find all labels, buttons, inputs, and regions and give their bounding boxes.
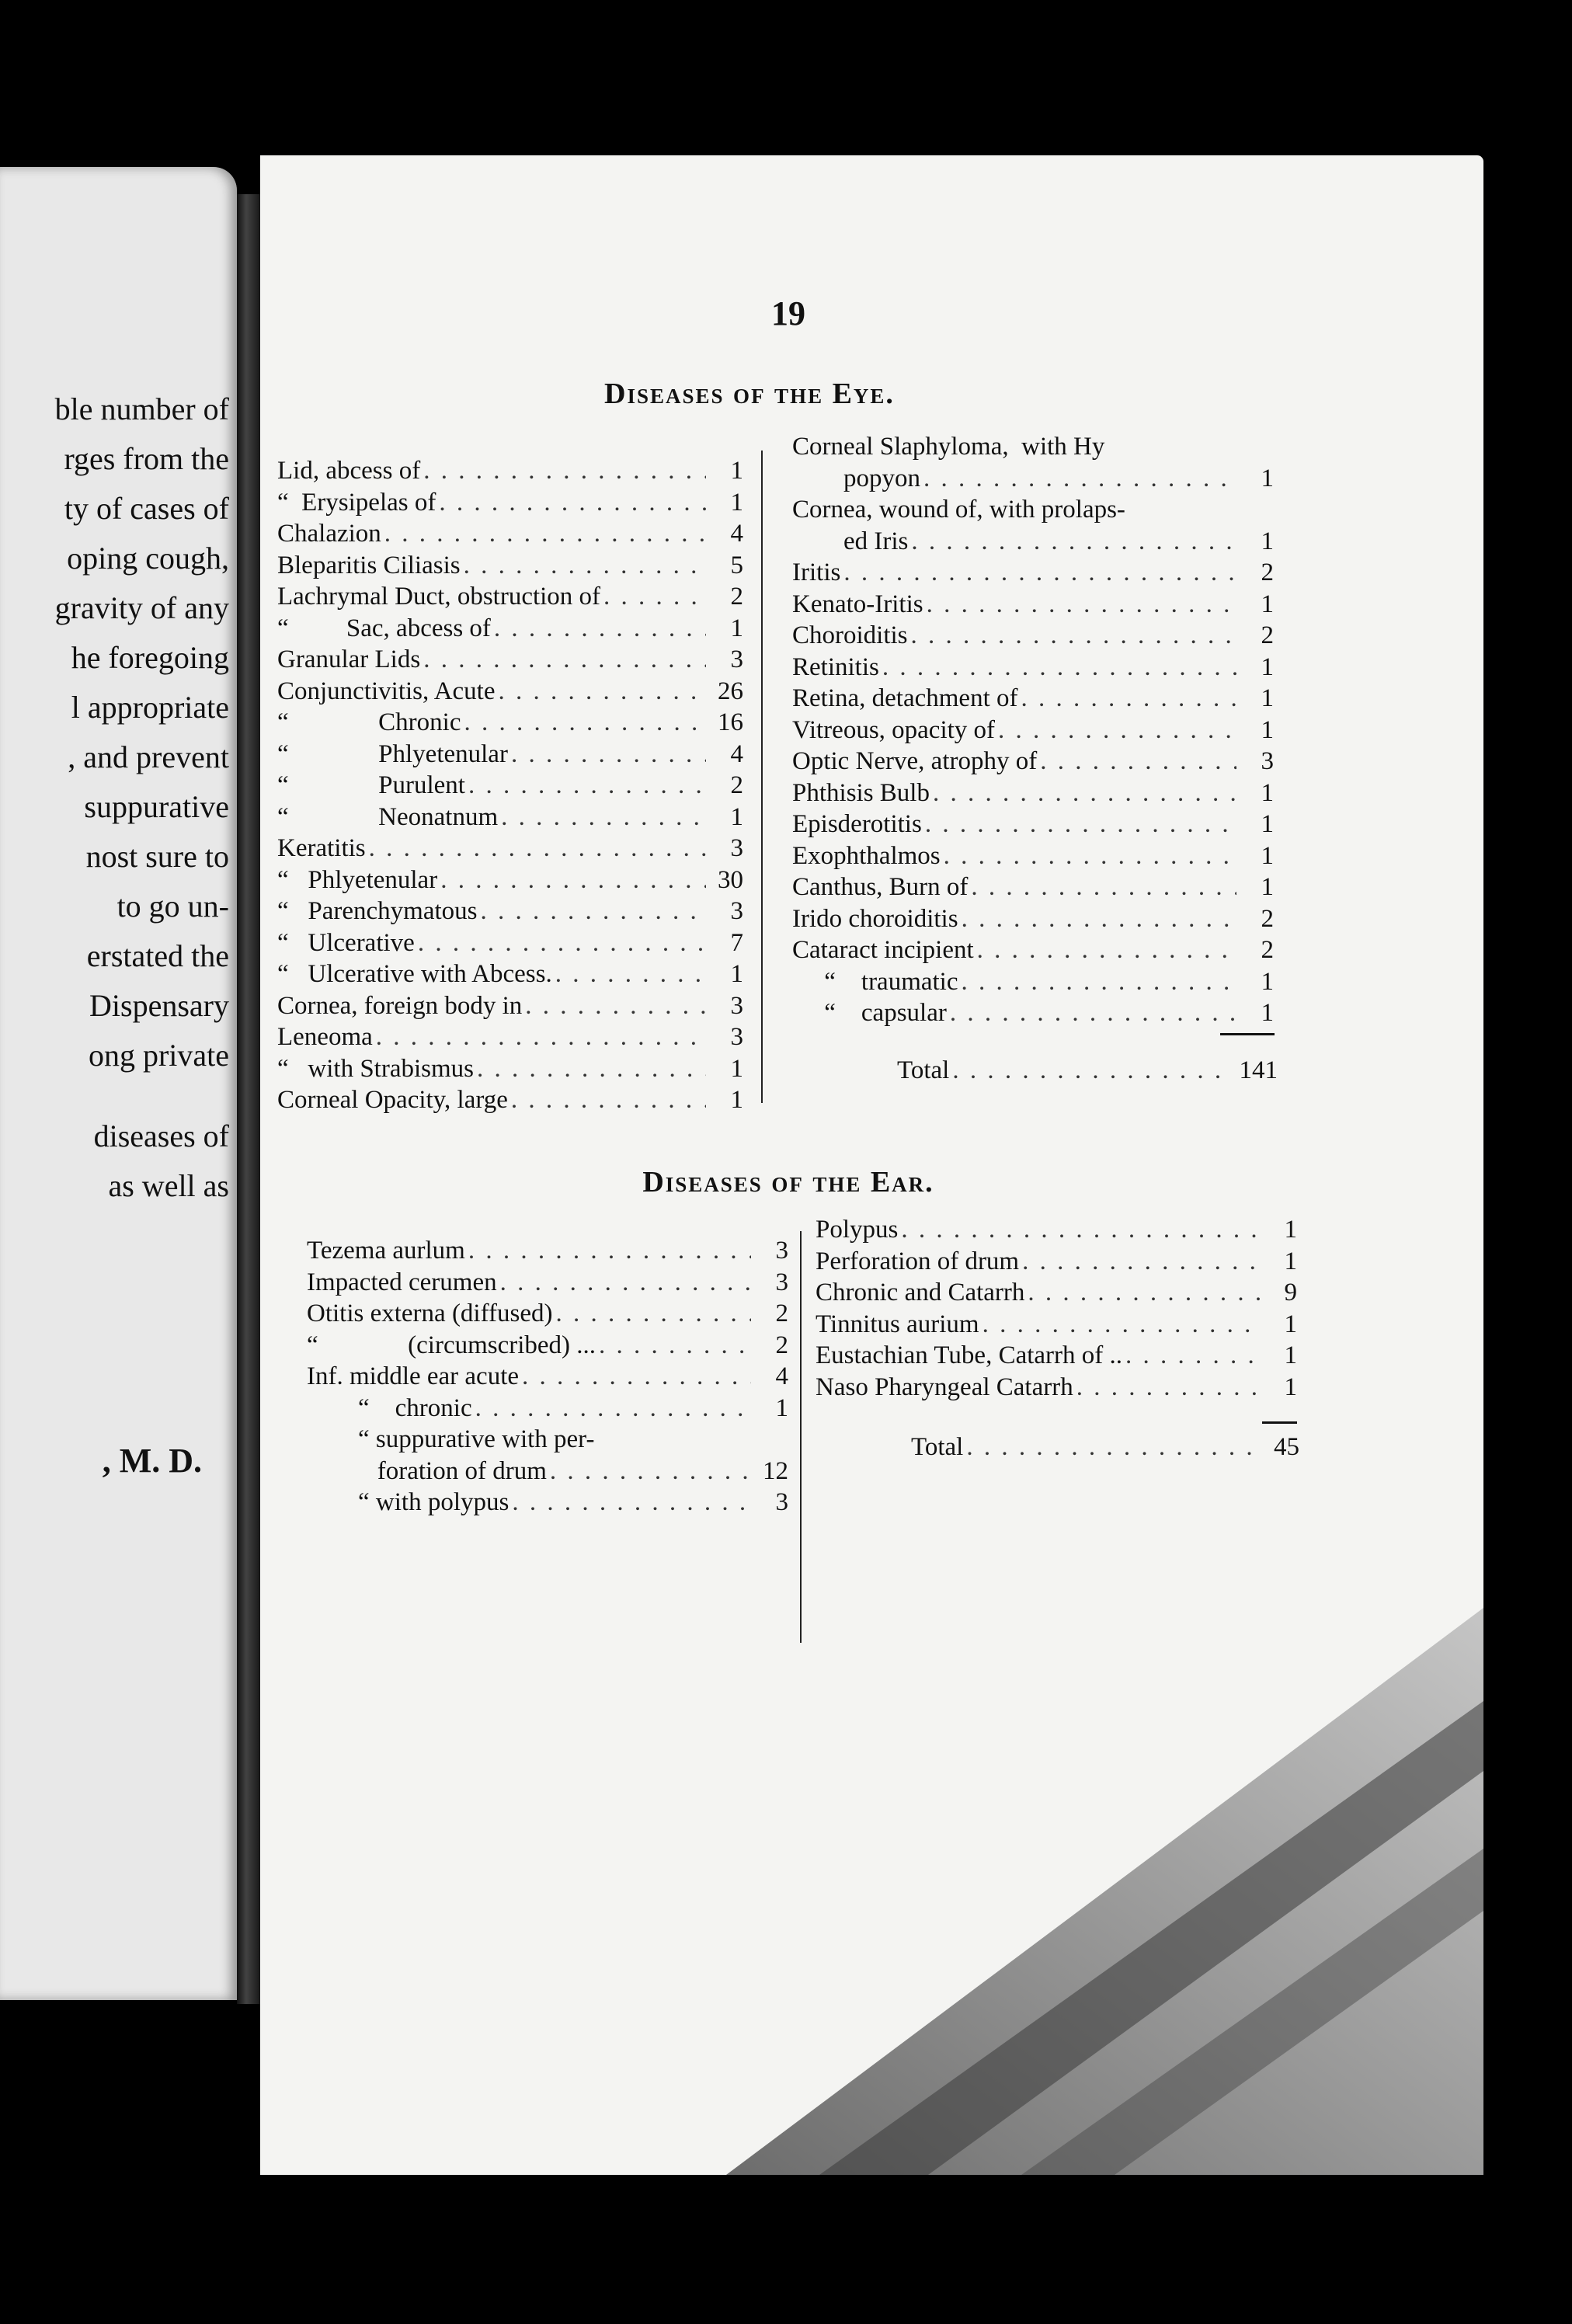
eye-diagnosis-row xyxy=(277,614,743,646)
leader-dots xyxy=(962,968,1236,997)
eye-diagnosis-row xyxy=(277,960,743,992)
ear-diagnosis-row xyxy=(307,1488,788,1520)
leader-dots xyxy=(512,1488,751,1517)
leader-dots xyxy=(927,590,1236,619)
eye-diagnosis-row xyxy=(792,464,1274,496)
case-count: 1 xyxy=(1284,1310,1297,1338)
case-count: 2 xyxy=(1261,936,1274,964)
case-count: 9 xyxy=(1284,1279,1297,1306)
diagnosis-label: “ Erysipelas of xyxy=(277,488,436,517)
leader-dots xyxy=(977,936,1236,965)
leader-dots xyxy=(464,708,706,737)
ear-total-label: Total xyxy=(911,1433,964,1461)
diagnosis-label: Iritis xyxy=(792,558,841,586)
case-count: 30 xyxy=(718,865,743,894)
diagnosis-label: Conjunctivitis, Acute xyxy=(277,677,496,705)
case-count: 3 xyxy=(775,1488,788,1516)
diagnosis-label: Cataract incipient xyxy=(792,936,974,964)
diagnosis-label: Chalazion xyxy=(277,520,381,548)
eye-diagnosis-row xyxy=(277,992,743,1024)
leader-dots xyxy=(475,1394,751,1423)
left-page-text xyxy=(0,384,229,1211)
diagnosis-label: Corneal Slaphyloma, with Hy xyxy=(792,433,1105,461)
leader-dots xyxy=(911,527,1236,556)
case-count: 1 xyxy=(730,1086,743,1114)
ear-column-divider xyxy=(800,1231,802,1643)
eye-diagnosis-row xyxy=(792,842,1274,874)
leader-dots xyxy=(376,1023,706,1052)
leader-dots xyxy=(1028,1279,1260,1307)
case-count: 5 xyxy=(730,551,743,579)
left-page-line: gravity of any xyxy=(54,590,229,625)
eye-diagnosis-row xyxy=(792,621,1274,653)
ear-total-rule xyxy=(1262,1421,1297,1424)
leader-dots xyxy=(550,1457,751,1486)
diagnosis-label: Episderotitis xyxy=(792,810,922,838)
diagnosis-label: Tezema aurlum xyxy=(307,1237,465,1265)
left-page-line: nost sure to xyxy=(85,839,229,874)
book-page xyxy=(260,155,1483,2175)
leader-dots xyxy=(439,489,706,517)
case-count: 26 xyxy=(718,677,743,705)
ear-right-column xyxy=(816,1216,1297,1404)
leader-dots xyxy=(555,960,706,989)
case-count: 2 xyxy=(775,1299,788,1327)
eye-diagnosis-row xyxy=(792,716,1274,748)
eye-diagnosis-row xyxy=(792,653,1274,685)
diagnosis-label: Lachrymal Duct, obstruction of xyxy=(277,583,601,611)
leader-dots xyxy=(423,645,706,674)
leader-dots xyxy=(925,810,1236,839)
case-count: 1 xyxy=(1261,967,1274,996)
leader-dots xyxy=(555,1299,751,1328)
leader-dots xyxy=(971,873,1236,902)
ear-diagnosis-row xyxy=(816,1216,1297,1247)
diagnosis-label: Naso Pharyngeal Catarrh xyxy=(816,1372,1073,1401)
case-count: 1 xyxy=(730,457,743,485)
left-page-line: to go un- xyxy=(117,889,229,924)
left-page-line: diseases of xyxy=(93,1119,229,1153)
left-page-line: ty of cases of xyxy=(64,491,229,526)
case-count: 1 xyxy=(1261,810,1274,838)
eye-right-column xyxy=(792,433,1274,1031)
eye-diagnosis-row xyxy=(277,834,743,866)
left-page-signature: , M. D. xyxy=(102,1442,202,1480)
diagnosis-label: Kenato-Iritis xyxy=(792,590,923,618)
eye-diagnosis-row xyxy=(277,929,743,961)
leader-dots xyxy=(843,558,1236,587)
eye-diagnosis-row xyxy=(792,747,1274,779)
ear-diagnosis-row xyxy=(816,1341,1297,1373)
eye-diagnosis-row xyxy=(792,810,1274,842)
left-page-line: ong private xyxy=(88,1038,229,1073)
eye-diagnosis-row xyxy=(277,897,743,929)
left-page-line: rges from the xyxy=(64,441,229,476)
case-count: 1 xyxy=(1261,464,1274,492)
leader-dots xyxy=(901,1216,1260,1244)
leader-dots xyxy=(511,740,706,769)
case-count: 1 xyxy=(730,614,743,642)
leader-dots xyxy=(423,457,706,485)
leader-dots xyxy=(1125,1341,1260,1370)
leader-dots xyxy=(494,614,706,643)
leader-dots xyxy=(952,1056,1220,1085)
leader-dots xyxy=(511,1086,706,1115)
diagnosis-label: “ Sac, abcess of xyxy=(277,614,491,642)
eye-diagnosis-row xyxy=(277,708,743,740)
left-page-line: he foregoing xyxy=(71,640,229,675)
eye-diagnosis-row xyxy=(792,779,1274,811)
eye-diagnosis-row xyxy=(277,740,743,772)
leader-dots xyxy=(911,621,1236,650)
diagnosis-label: “ with Strabismus xyxy=(277,1054,474,1083)
leader-dots xyxy=(498,677,706,706)
case-count: 4 xyxy=(730,739,743,768)
case-count: 1 xyxy=(730,802,743,831)
ear-diagnosis-row xyxy=(307,1331,788,1363)
diagnosis-label: Lid, abcess of xyxy=(277,457,421,485)
diagnosis-label: Canthus, Burn of xyxy=(792,873,969,901)
leader-dots xyxy=(418,929,706,958)
eye-diagnosis-row xyxy=(792,527,1274,559)
diagnosis-label: Polypus xyxy=(816,1216,899,1244)
diagnosis-label: “ Purulent xyxy=(277,771,465,799)
eye-diagnosis-row xyxy=(792,558,1274,590)
eye-diagnosis-row xyxy=(277,520,743,551)
ear-section-title: Diseases of the Ear. xyxy=(642,1166,934,1199)
diagnosis-label: Corneal Opacity, large xyxy=(277,1086,508,1114)
left-page-line: ble number of xyxy=(54,391,229,426)
case-count: 1 xyxy=(730,960,743,988)
eye-total-rule xyxy=(1220,1033,1275,1035)
diagnosis-label: Retina, detachment of xyxy=(792,684,1018,712)
diagnosis-label: Tinnitus aurium xyxy=(816,1310,979,1338)
leader-dots xyxy=(950,999,1236,1028)
ear-diagnosis-row xyxy=(816,1247,1297,1279)
leader-dots xyxy=(998,716,1236,745)
case-count: 2 xyxy=(775,1331,788,1359)
left-page-line: l appropriate xyxy=(71,690,229,725)
case-count: 1 xyxy=(1261,873,1274,901)
diagnosis-label: “ Ulcerative xyxy=(277,928,415,957)
case-count: 3 xyxy=(730,1023,743,1051)
eye-diagnosis-row xyxy=(277,803,743,835)
diagnosis-label: “ Phlyetenular xyxy=(277,739,508,768)
ear-diagnosis-row xyxy=(816,1310,1297,1342)
left-page-line: , and prevent xyxy=(68,739,229,774)
case-count: 1 xyxy=(1284,1247,1297,1275)
ear-diagnosis-row xyxy=(307,1237,788,1268)
diagnosis-label: Leneoma xyxy=(277,1023,373,1051)
ear-total-row xyxy=(911,1433,1299,1465)
eye-diagnosis-row xyxy=(277,1086,743,1118)
leader-dots xyxy=(481,897,706,926)
diagnosis-label: popyon xyxy=(792,464,920,492)
left-page-line xyxy=(0,1080,229,1112)
page-number: 19 xyxy=(771,294,805,332)
leader-dots xyxy=(882,653,1236,682)
leader-dots xyxy=(1076,1373,1260,1402)
case-count: 3 xyxy=(1261,747,1274,775)
ear-diagnosis-row xyxy=(307,1268,788,1300)
eye-diagnosis-row xyxy=(792,905,1274,937)
diagnosis-label: “ traumatic xyxy=(792,967,958,996)
eye-diagnosis-row xyxy=(277,1023,743,1055)
leader-dots xyxy=(384,520,706,548)
case-count: 1 xyxy=(1261,652,1274,681)
case-count: 1 xyxy=(1261,527,1274,555)
case-count: 1 xyxy=(1284,1341,1297,1369)
diagnosis-label: Cornea, foreign body in xyxy=(277,991,523,1020)
eye-diagnosis-row xyxy=(792,999,1274,1031)
leader-dots xyxy=(1021,684,1236,713)
diagnosis-label: Impacted cerumen xyxy=(307,1268,497,1296)
case-count: 1 xyxy=(1284,1372,1297,1401)
case-count: 3 xyxy=(730,991,743,1020)
diagnosis-label: “ Chronic xyxy=(277,708,461,736)
case-count: 2 xyxy=(1261,621,1274,649)
book-spine xyxy=(237,194,260,2004)
leader-dots xyxy=(982,1310,1260,1339)
eye-diagnosis-row xyxy=(277,866,743,898)
left-page-line: erstated the xyxy=(86,938,229,973)
diagnosis-label: foration of drum xyxy=(307,1456,547,1485)
diagnosis-label: Perforation of drum xyxy=(816,1247,1020,1275)
ear-diagnosis-row xyxy=(307,1425,788,1457)
eye-diagnosis-row xyxy=(792,873,1274,905)
eye-diagnosis-row xyxy=(792,936,1274,968)
left-page-line: as well as xyxy=(108,1168,229,1203)
case-count: 16 xyxy=(718,708,743,736)
case-count: 3 xyxy=(730,897,743,925)
diagnosis-label: ed Iris xyxy=(792,527,909,555)
diagnosis-label: “ suppurative with per- xyxy=(307,1425,595,1453)
case-count: 1 xyxy=(775,1393,788,1422)
ear-diagnosis-row xyxy=(307,1299,788,1331)
eye-total-label: Total xyxy=(897,1056,950,1084)
diagnosis-label: Phthisis Bulb xyxy=(792,778,930,807)
case-count: 3 xyxy=(730,834,743,862)
diagnosis-label: Exophthalmos xyxy=(792,841,941,870)
ear-diagnosis-row xyxy=(307,1362,788,1394)
eye-diagnosis-row xyxy=(277,489,743,520)
diagnosis-label: Bleparitis Ciliasis xyxy=(277,551,461,579)
eye-section-title: Diseases of the Eye. xyxy=(604,377,895,410)
case-count: 3 xyxy=(775,1237,788,1265)
leader-dots xyxy=(962,905,1236,934)
leader-dots xyxy=(501,803,706,832)
case-count: 1 xyxy=(1284,1216,1297,1244)
leader-dots xyxy=(1022,1247,1260,1276)
diagnosis-label: Irido choroiditis xyxy=(792,904,958,933)
leader-dots xyxy=(525,992,706,1021)
leader-dots xyxy=(522,1362,751,1391)
case-count: 2 xyxy=(730,771,743,799)
leader-dots xyxy=(468,1237,751,1265)
eye-diagnosis-row xyxy=(277,457,743,489)
diagnosis-label: “ chronic xyxy=(307,1393,472,1422)
diagnosis-label: Eustachian Tube, Catarrh of .. xyxy=(816,1341,1123,1369)
diagnosis-label: Inf. middle ear acute xyxy=(307,1362,520,1390)
left-page-line: Dispensary xyxy=(89,988,229,1023)
eye-diagnosis-row xyxy=(277,551,743,583)
eye-diagnosis-row xyxy=(792,496,1274,527)
leader-dots xyxy=(603,583,706,611)
left-page-line: suppurative xyxy=(84,789,229,824)
diagnosis-label: “ capsular xyxy=(792,999,947,1027)
case-count: 1 xyxy=(1261,999,1274,1027)
diagnosis-label: Granular Lids xyxy=(277,645,421,673)
leader-dots xyxy=(468,771,706,800)
diagnosis-label: Chronic and Catarrh xyxy=(816,1279,1025,1306)
diagnosis-label: Choroiditis xyxy=(792,621,908,649)
eye-total-row xyxy=(897,1056,1278,1088)
diagnosis-label: “ with polypus xyxy=(307,1488,510,1516)
diagnosis-label: “ Neonatnum xyxy=(277,802,499,831)
leader-dots xyxy=(599,1331,751,1360)
ear-left-column xyxy=(307,1237,788,1520)
ear-diagnosis-row xyxy=(816,1279,1297,1310)
case-count: 3 xyxy=(730,645,743,673)
case-count: 1 xyxy=(1261,684,1274,712)
leader-dots xyxy=(944,842,1236,871)
leader-dots xyxy=(477,1055,706,1084)
eye-column-divider xyxy=(761,451,763,1103)
diagnosis-label: Retinitis xyxy=(792,652,879,681)
leader-dots xyxy=(923,464,1236,493)
case-count: 7 xyxy=(730,928,743,957)
case-count: 1 xyxy=(1261,778,1274,807)
case-count: 3 xyxy=(775,1268,788,1296)
diagnosis-label: Otitis externa (diffused) xyxy=(307,1299,553,1327)
eye-diagnosis-row xyxy=(277,677,743,709)
case-count: 1 xyxy=(730,488,743,517)
eye-diagnosis-row xyxy=(792,684,1274,716)
ear-diagnosis-row xyxy=(307,1394,788,1426)
case-count: 4 xyxy=(730,520,743,548)
diagnosis-label: “ Ulcerative with Abcess. xyxy=(277,960,552,988)
diagnosis-label: “ (circumscribed) ... xyxy=(307,1331,596,1359)
case-count: 1 xyxy=(1261,715,1274,744)
leader-dots xyxy=(1040,747,1236,776)
diagnosis-label: Vitreous, opacity of xyxy=(792,715,996,744)
eye-total-value: 141 xyxy=(1239,1056,1278,1084)
leader-dots xyxy=(933,779,1236,808)
diagnosis-label: Keratitis xyxy=(277,834,366,862)
case-count: 2 xyxy=(730,583,743,611)
case-count: 12 xyxy=(763,1456,788,1485)
leader-dots xyxy=(966,1433,1257,1462)
eye-diagnosis-row xyxy=(277,1055,743,1087)
eye-diagnosis-row xyxy=(792,433,1274,464)
eye-diagnosis-row xyxy=(792,968,1274,1000)
eye-diagnosis-row xyxy=(277,645,743,677)
diagnosis-label: Cornea, wound of, with prolaps- xyxy=(792,496,1125,524)
left-page-line: oping cough, xyxy=(67,541,229,576)
left-page-fragment xyxy=(0,167,237,2000)
ear-total-value: 45 xyxy=(1274,1433,1299,1461)
diagnosis-label: “ Parenchymatous xyxy=(277,897,478,925)
case-count: 4 xyxy=(775,1362,788,1390)
case-count: 2 xyxy=(1261,558,1274,586)
case-count: 2 xyxy=(1261,904,1274,933)
diagnosis-label: “ Phlyetenular xyxy=(277,865,438,894)
eye-diagnosis-row xyxy=(792,590,1274,622)
ear-diagnosis-row xyxy=(816,1373,1297,1405)
eye-left-column xyxy=(277,457,743,1118)
diagnosis-label: Optic Nerve, atrophy of xyxy=(792,747,1038,775)
case-count: 1 xyxy=(1261,841,1274,870)
leader-dots xyxy=(500,1268,751,1297)
eye-diagnosis-row xyxy=(277,583,743,614)
leader-dots xyxy=(464,551,706,580)
ear-diagnosis-row xyxy=(307,1457,788,1489)
leader-dots xyxy=(369,834,706,863)
eye-diagnosis-row xyxy=(277,771,743,803)
leader-dots xyxy=(440,866,706,895)
case-count: 1 xyxy=(1261,590,1274,618)
case-count: 1 xyxy=(730,1054,743,1083)
